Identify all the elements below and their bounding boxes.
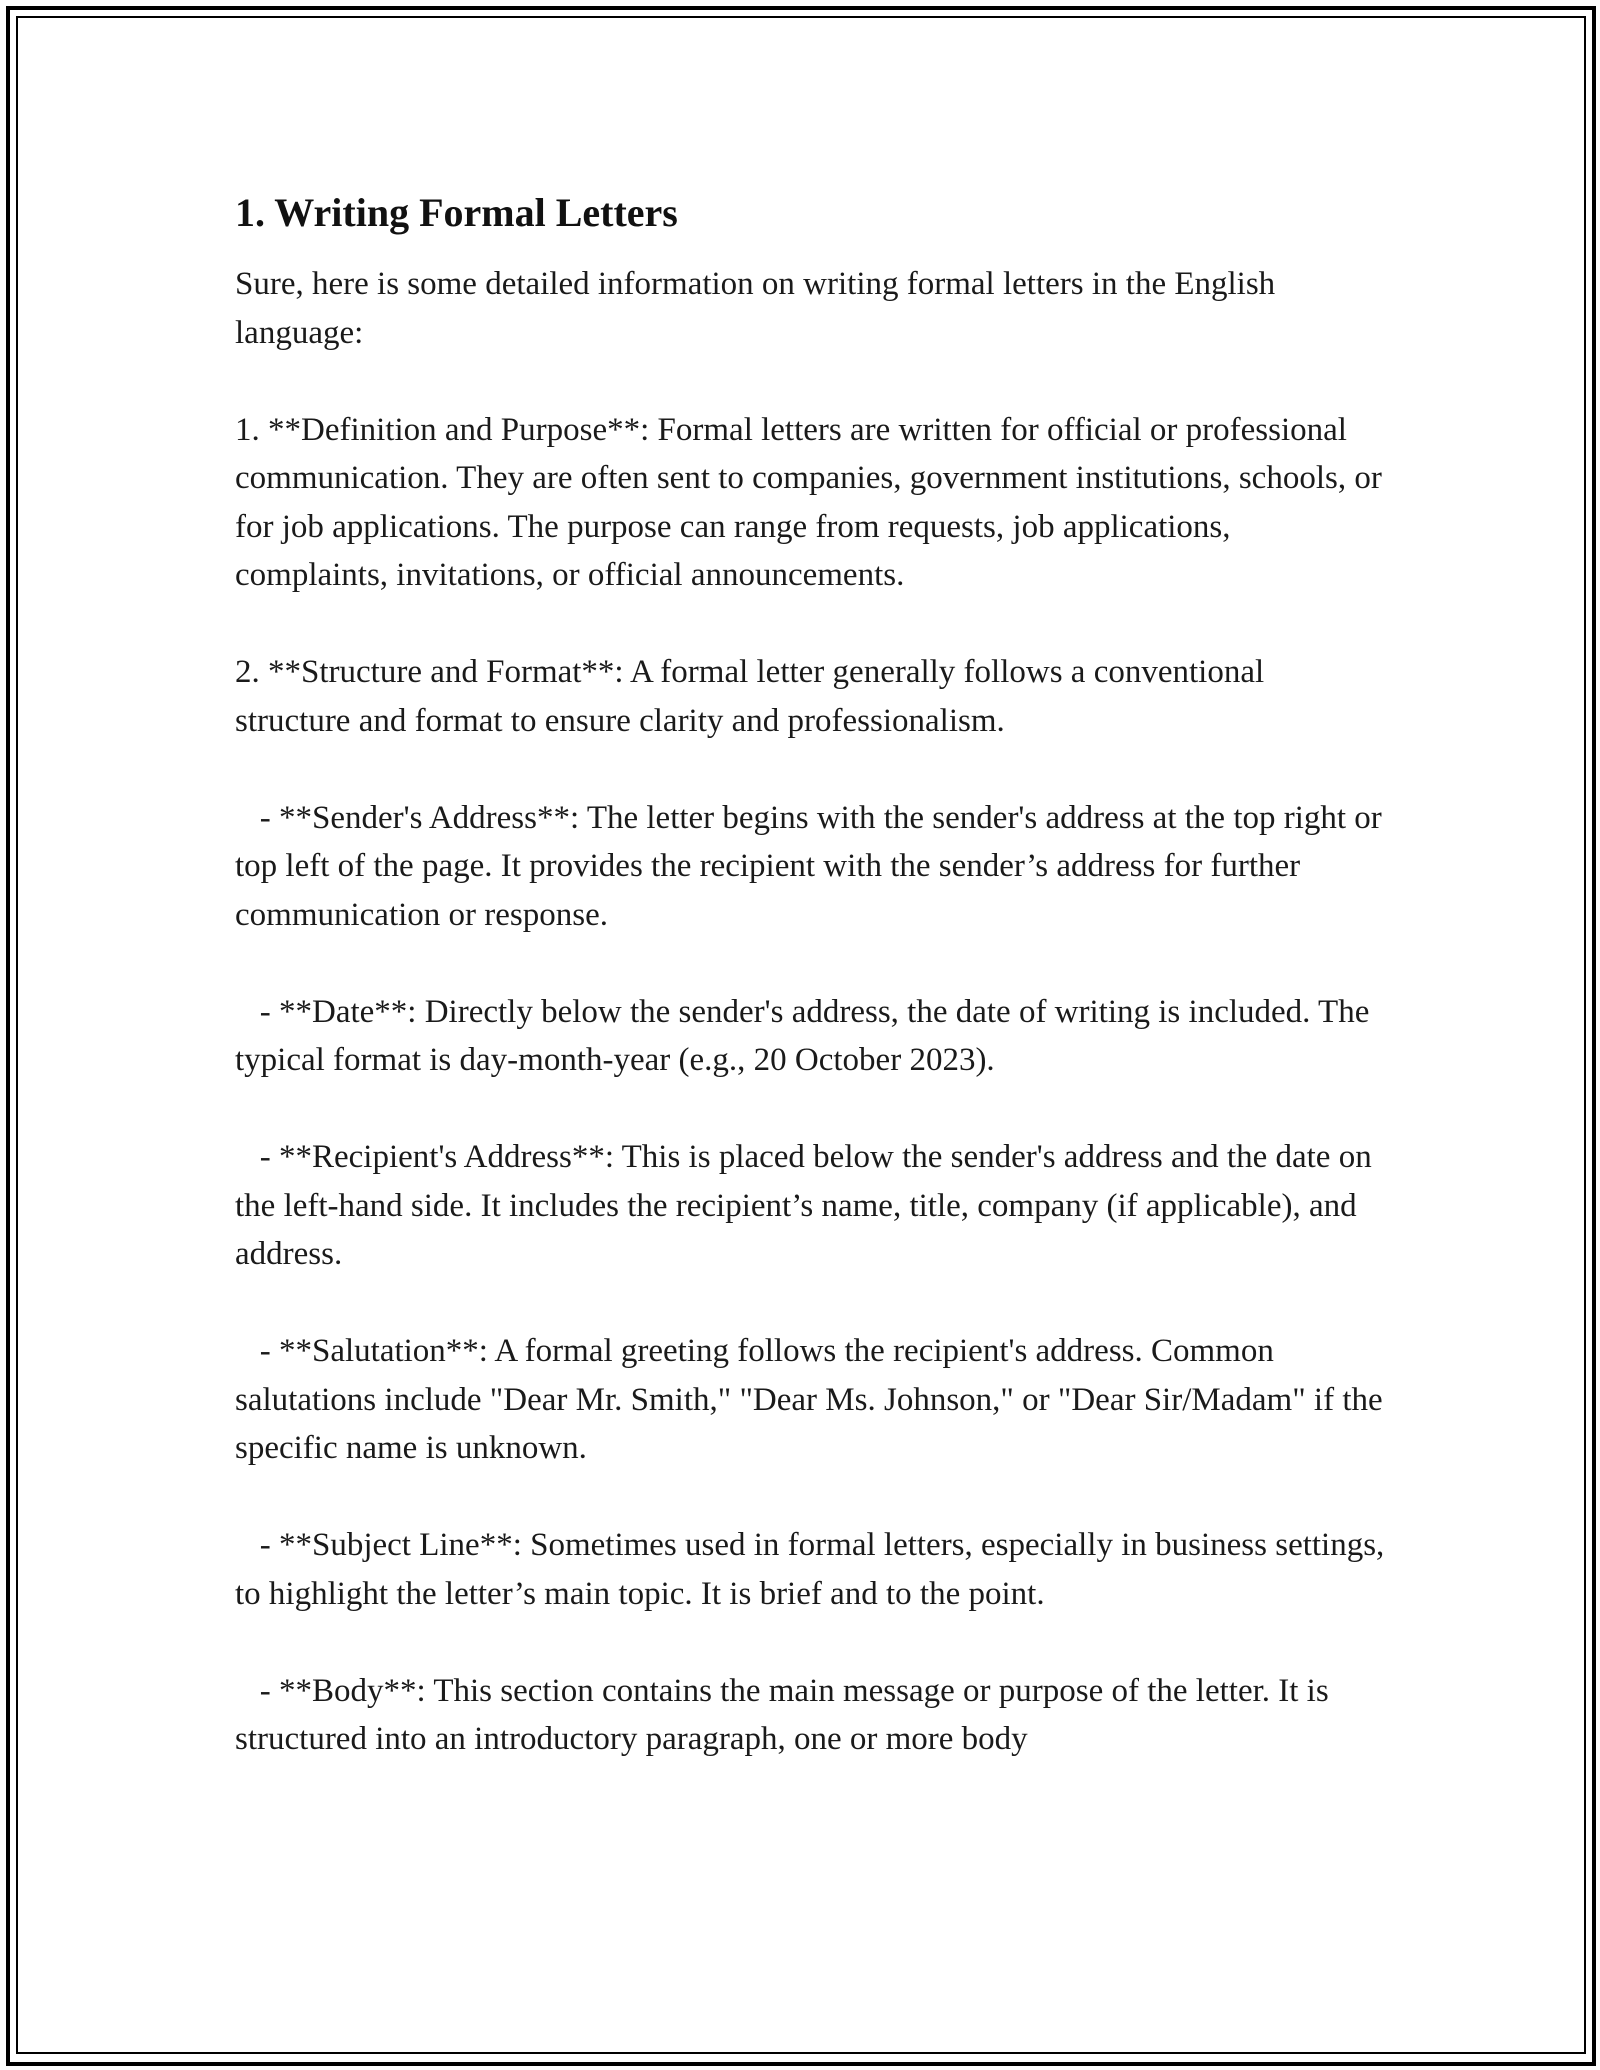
intro-paragraph: Sure, here is some detailed information on writing formal letters in the English language: <box>235 266 1284 351</box>
subject-line-paragraph: - **Subject Line**: Sometimes used in formal letters, especially in business settings, to highlight the letter’s main topic. It is brief and to the point. <box>235 1527 1393 1612</box>
definition-paragraph: 1. **Definition and Purpose**: Formal letters are written for official or professional communication. They are often sent to companies, government institutions, schools, or for job applications. The purpose can range from requests, job applications, complaints, invitations, or official announcements. <box>235 411 1391 593</box>
senders-address-paragraph: - **Sender's Address**: The letter begins with the sender's address at the top right or top left of the page. It provides the recipient with the sender’s address for further communication or response. <box>235 799 1391 933</box>
salutation-paragraph: - **Salutation**: A formal greeting follows the recipient's address. Common salutations include "Dear Mr. Smith," "Dear Ms. Johnson," or "Dear Sir/Madam" if the specific name is unknown. <box>235 1333 1391 1466</box>
structure-paragraph: 2. **Structure and Format**: A formal letter generally follows a conventional structure and format to ensure clarity and professionalism. <box>235 654 1273 739</box>
document-body <box>235 180 1393 1764</box>
document-title: 1. Writing Formal Letters <box>235 190 678 235</box>
recipients-address-paragraph: - **Recipient's Address**: This is placed below the sender's address and the date on the left-hand side. It includes the recipient’s name, title, company (if applicable), and address. <box>235 1139 1380 1272</box>
body-paragraph: - **Body**: This section contains the main message or purpose of the letter. It is structured into an introductory paragraph, one or more body <box>235 1672 1337 1757</box>
date-paragraph: - **Date**: Directly below the sender's address, the date of writing is included. The typical format is day-month-year (e.g., 20 October 2023). <box>235 993 1378 1078</box>
